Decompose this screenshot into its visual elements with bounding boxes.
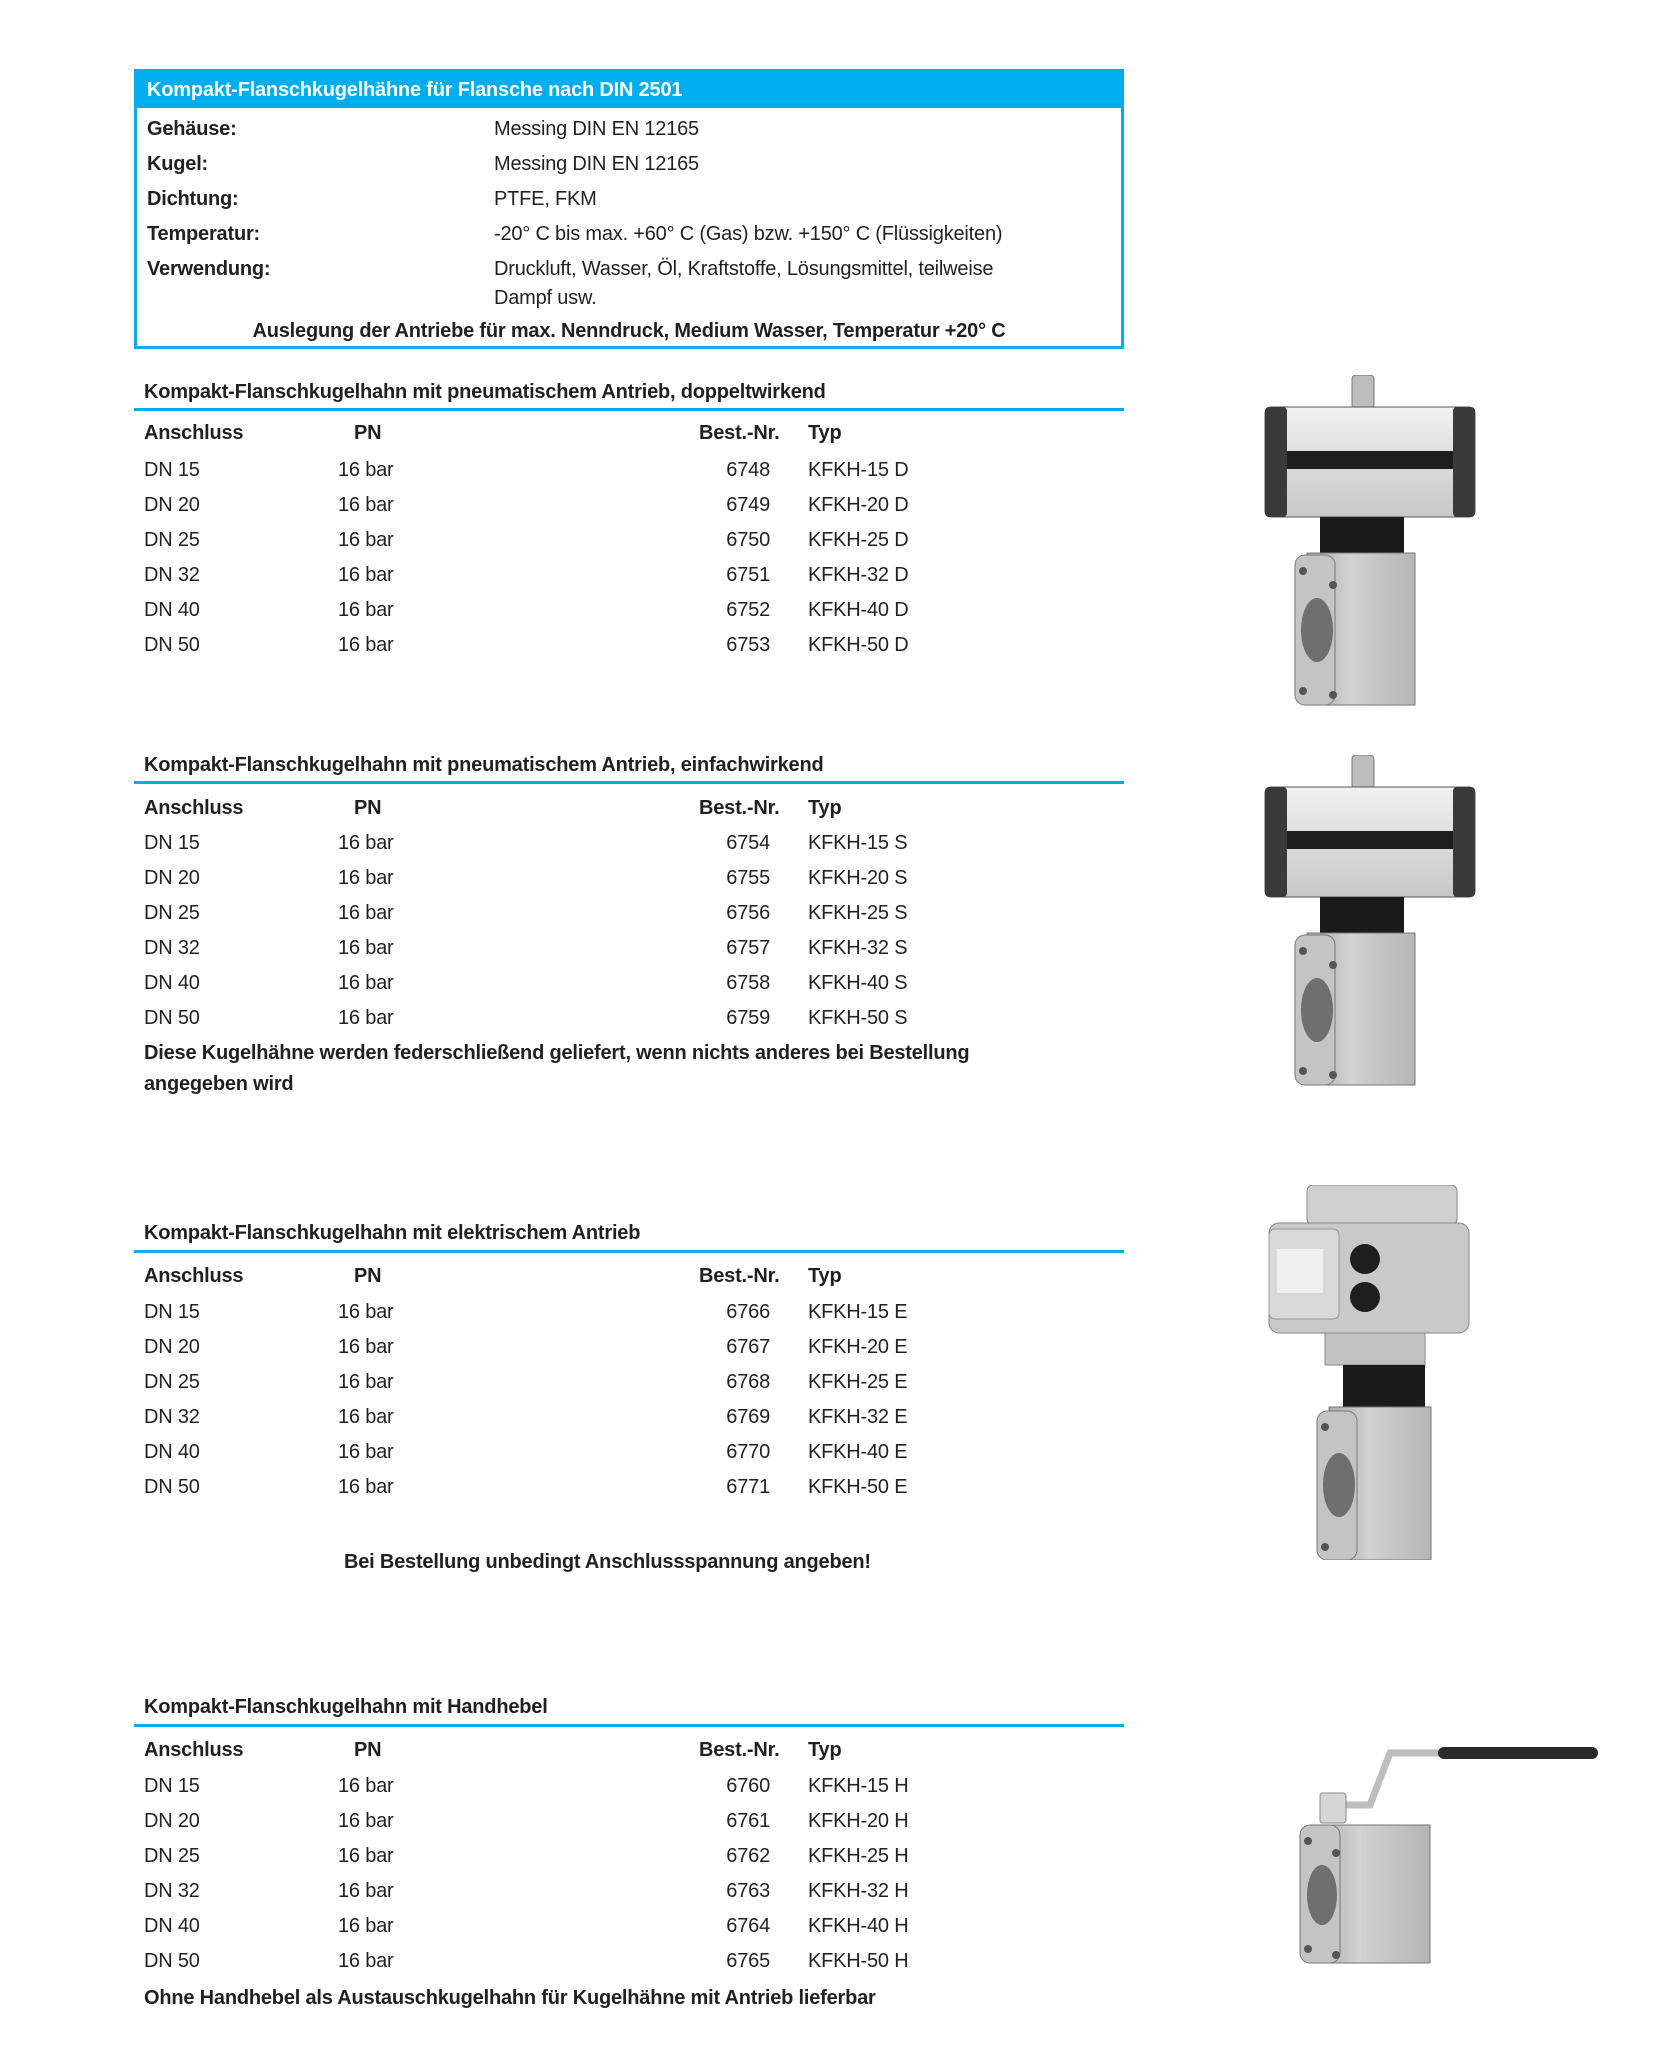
- cell-best-nr: 6762: [726, 1845, 770, 1867]
- section-note-continuation: angegeben wird: [144, 1073, 294, 1095]
- cell-best-nr: 6761: [726, 1810, 770, 1832]
- section-note: Ohne Handhebel als Austauschkugelhahn für Kugelhähne mit Antrieb lieferbar: [144, 1987, 876, 2009]
- cell-best-nr: 6760: [726, 1775, 770, 1797]
- cell-pn: 16 bar: [338, 1371, 394, 1393]
- cell-typ: KFKH-15 D: [808, 459, 909, 481]
- cell-pn: 16 bar: [338, 529, 394, 551]
- cell-pn: 16 bar: [338, 1775, 394, 1797]
- cell-typ: KFKH-32 E: [808, 1406, 908, 1428]
- cell-typ: KFKH-50 S: [808, 1007, 908, 1029]
- cell-anschluss: DN 15: [144, 459, 200, 481]
- section-divider: [134, 1250, 1124, 1253]
- col-header-typ: Typ: [808, 1265, 842, 1287]
- col-header-pn: PN: [354, 1265, 382, 1287]
- cell-anschluss: DN 50: [144, 1007, 200, 1029]
- pneumatic-actuator-valve-image: [1255, 375, 1485, 710]
- cell-best-nr: 6753: [726, 634, 770, 656]
- cell-best-nr: 6770: [726, 1441, 770, 1463]
- cell-anschluss: DN 32: [144, 937, 200, 959]
- spec-box-title: Kompakt-Flanschkugelhähne für Flansche nach DIN 2501: [147, 79, 683, 101]
- col-header-typ: Typ: [808, 422, 842, 444]
- cell-best-nr: 6751: [726, 564, 770, 586]
- cell-best-nr: 6768: [726, 1371, 770, 1393]
- cell-pn: 16 bar: [338, 1301, 394, 1323]
- cell-pn: 16 bar: [338, 1007, 394, 1029]
- cell-typ: KFKH-15 H: [808, 1775, 909, 1797]
- cell-anschluss: DN 25: [144, 902, 200, 924]
- cell-best-nr: 6749: [726, 494, 770, 516]
- spec-label: Verwendung:: [147, 258, 271, 280]
- cell-pn: 16 bar: [338, 1915, 394, 1937]
- cell-anschluss: DN 32: [144, 564, 200, 586]
- spec-value: Messing DIN EN 12165: [494, 153, 699, 175]
- cell-anschluss: DN 20: [144, 494, 200, 516]
- cell-typ: KFKH-50 E: [808, 1476, 908, 1498]
- spec-value-continuation: Dampf usw.: [494, 287, 597, 309]
- cell-pn: 16 bar: [338, 564, 394, 586]
- cell-anschluss: DN 20: [144, 867, 200, 889]
- cell-pn: 16 bar: [338, 459, 394, 481]
- cell-pn: 16 bar: [338, 1476, 394, 1498]
- spec-value: PTFE, FKM: [494, 188, 597, 210]
- cell-typ: KFKH-32 H: [808, 1880, 909, 1902]
- col-header-pn: PN: [354, 1739, 382, 1761]
- col-header-anschluss: Anschluss: [144, 1265, 244, 1287]
- spec-box-footer: Auslegung der Antriebe für max. Nenndruck, Medium Wasser, Temperatur +20° C: [252, 320, 1006, 342]
- cell-anschluss: DN 50: [144, 634, 200, 656]
- cell-typ: KFKH-25 D: [808, 529, 909, 551]
- col-header-pn: PN: [354, 422, 382, 444]
- spec-label: Kugel:: [147, 153, 209, 175]
- cell-pn: 16 bar: [338, 1880, 394, 1902]
- col-header-anschluss: Anschluss: [144, 797, 244, 819]
- spec-label: Dichtung:: [147, 188, 239, 210]
- cell-typ: KFKH-50 D: [808, 634, 909, 656]
- cell-typ: KFKH-15 S: [808, 832, 908, 854]
- cell-anschluss: DN 40: [144, 1441, 200, 1463]
- cell-best-nr: 6756: [726, 902, 770, 924]
- cell-pn: 16 bar: [338, 902, 394, 924]
- cell-anschluss: DN 32: [144, 1406, 200, 1428]
- cell-pn: 16 bar: [338, 937, 394, 959]
- cell-anschluss: DN 20: [144, 1336, 200, 1358]
- cell-best-nr: 6769: [726, 1406, 770, 1428]
- cell-best-nr: 6748: [726, 459, 770, 481]
- section-note: Diese Kugelhähne werden federschließend geliefert, wenn nichts anderes bei Bestellung: [144, 1042, 970, 1064]
- col-header-anschluss: Anschluss: [144, 422, 244, 444]
- cell-best-nr: 6764: [726, 1915, 770, 1937]
- section-title: Kompakt-Flanschkugelhahn mit elektrischem Antrieb: [144, 1222, 641, 1244]
- col-header-anschluss: Anschluss: [144, 1739, 244, 1761]
- section-title: Kompakt-Flanschkugelhahn mit pneumatischem Antrieb, doppeltwirkend: [144, 381, 826, 403]
- col-header-typ: Typ: [808, 797, 842, 819]
- cell-anschluss: DN 15: [144, 1775, 200, 1797]
- col-header-best-nr: Best.-Nr.: [699, 1265, 780, 1287]
- cell-pn: 16 bar: [338, 494, 394, 516]
- section-divider: [134, 1724, 1124, 1727]
- cell-anschluss: DN 15: [144, 1301, 200, 1323]
- col-header-pn: PN: [354, 797, 382, 819]
- cell-pn: 16 bar: [338, 832, 394, 854]
- cell-best-nr: 6767: [726, 1336, 770, 1358]
- cell-anschluss: DN 25: [144, 529, 200, 551]
- cell-typ: KFKH-20 S: [808, 867, 908, 889]
- section-title: Kompakt-Flanschkugelhahn mit Handhebel: [144, 1696, 548, 1718]
- col-header-best-nr: Best.-Nr.: [699, 1739, 780, 1761]
- cell-best-nr: 6766: [726, 1301, 770, 1323]
- cell-typ: KFKH-20 H: [808, 1810, 909, 1832]
- cell-typ: KFKH-25 E: [808, 1371, 908, 1393]
- cell-anschluss: DN 15: [144, 832, 200, 854]
- cell-best-nr: 6750: [726, 529, 770, 551]
- cell-best-nr: 6765: [726, 1950, 770, 1972]
- spec-box: [134, 69, 1124, 349]
- cell-best-nr: 6752: [726, 599, 770, 621]
- cell-best-nr: 6755: [726, 867, 770, 889]
- cell-anschluss: DN 25: [144, 1845, 200, 1867]
- spec-value: Messing DIN EN 12165: [494, 118, 699, 140]
- col-header-best-nr: Best.-Nr.: [699, 422, 780, 444]
- cell-pn: 16 bar: [338, 1406, 394, 1428]
- spec-label: Temperatur:: [147, 223, 261, 245]
- cell-pn: 16 bar: [338, 1845, 394, 1867]
- spec-label: Gehäuse:: [147, 118, 237, 140]
- cell-typ: KFKH-40 D: [808, 599, 909, 621]
- cell-typ: KFKH-40 E: [808, 1441, 908, 1463]
- cell-typ: KFKH-20 E: [808, 1336, 908, 1358]
- cell-typ: KFKH-25 H: [808, 1845, 909, 1867]
- section-divider: [134, 781, 1124, 784]
- cell-anschluss: DN 50: [144, 1476, 200, 1498]
- cell-anschluss: DN 40: [144, 1915, 200, 1937]
- cell-typ: KFKH-50 H: [808, 1950, 909, 1972]
- section-note: Bei Bestellung unbedingt Anschlussspannung angeben!: [344, 1551, 871, 1573]
- cell-typ: KFKH-20 D: [808, 494, 909, 516]
- cell-pn: 16 bar: [338, 972, 394, 994]
- spec-box-header: [137, 72, 1121, 108]
- cell-pn: 16 bar: [338, 867, 394, 889]
- cell-typ: KFKH-32 D: [808, 564, 909, 586]
- col-header-best-nr: Best.-Nr.: [699, 797, 780, 819]
- cell-anschluss: DN 40: [144, 599, 200, 621]
- hand-lever-valve-image: [1290, 1735, 1600, 1965]
- cell-typ: KFKH-15 E: [808, 1301, 908, 1323]
- cell-anschluss: DN 32: [144, 1880, 200, 1902]
- spec-value: Druckluft, Wasser, Öl, Kraftstoffe, Lösungsmittel, teilweise: [494, 258, 994, 280]
- cell-pn: 16 bar: [338, 1810, 394, 1832]
- cell-pn: 16 bar: [338, 599, 394, 621]
- electric-actuator-valve-image: [1255, 1185, 1485, 1560]
- section-divider: [134, 408, 1124, 411]
- cell-best-nr: 6758: [726, 972, 770, 994]
- spec-value: -20° C bis max. +60° C (Gas) bzw. +150° C (Flüssigkeiten): [494, 223, 1003, 245]
- cell-best-nr: 6771: [726, 1476, 770, 1498]
- cell-typ: KFKH-40 H: [808, 1915, 909, 1937]
- cell-best-nr: 6757: [726, 937, 770, 959]
- cell-typ: KFKH-32 S: [808, 937, 908, 959]
- cell-anschluss: DN 40: [144, 972, 200, 994]
- pneumatic-actuator-valve-image: [1255, 755, 1485, 1090]
- cell-best-nr: 6759: [726, 1007, 770, 1029]
- cell-pn: 16 bar: [338, 1336, 394, 1358]
- cell-best-nr: 6754: [726, 832, 770, 854]
- cell-best-nr: 6763: [726, 1880, 770, 1902]
- section-title: Kompakt-Flanschkugelhahn mit pneumatischem Antrieb, einfachwirkend: [144, 754, 824, 776]
- cell-anschluss: DN 25: [144, 1371, 200, 1393]
- cell-pn: 16 bar: [338, 634, 394, 656]
- cell-pn: 16 bar: [338, 1950, 394, 1972]
- cell-typ: KFKH-40 S: [808, 972, 908, 994]
- cell-pn: 16 bar: [338, 1441, 394, 1463]
- cell-anschluss: DN 50: [144, 1950, 200, 1972]
- col-header-typ: Typ: [808, 1739, 842, 1761]
- cell-anschluss: DN 20: [144, 1810, 200, 1832]
- cell-typ: KFKH-25 S: [808, 902, 908, 924]
